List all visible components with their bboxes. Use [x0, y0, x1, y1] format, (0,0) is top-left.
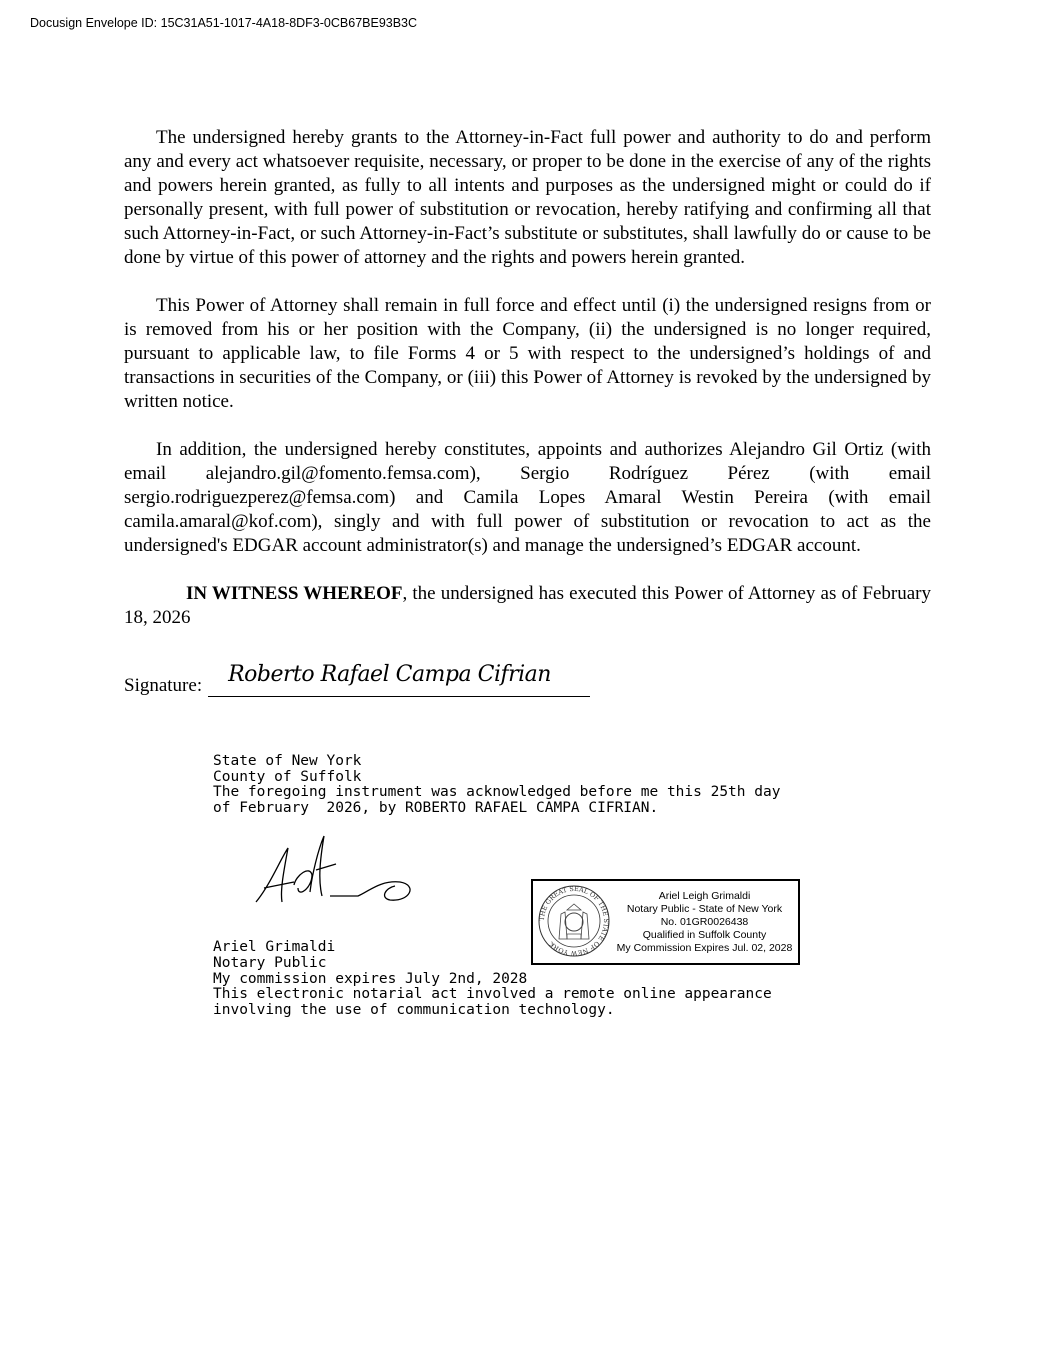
signature-block	[124, 662, 590, 697]
notary-line: State of New York	[213, 753, 362, 769]
stamp-line: Qualified in Suffolk County	[642, 929, 767, 941]
notary-line: involving the use of communication technology.	[213, 1001, 615, 1018]
envelope-id: Docusign Envelope ID: 15C31A51-1017-4A18-8DF3-0CB67BE93B3C	[30, 16, 418, 30]
notary-line: Notary Public	[213, 954, 327, 971]
stamp-line: My Commission Expires Jul. 02, 2028	[616, 942, 793, 954]
new-york-seal-icon	[537, 884, 611, 958]
witness-text: , the undersigned has executed this Power of Attorney as of February 18, 2026	[124, 583, 931, 628]
paragraph-witness	[124, 582, 931, 630]
document-body	[124, 126, 931, 646]
svg-text:THE GREAT SEAL OF THE STATE OF: THE GREAT SEAL OF THE STATE OF NEW YORK	[537, 884, 611, 958]
signature-label: Signature:	[124, 675, 203, 696]
notary-line: The foregoing instrument was acknowledged before me this 25th day	[213, 784, 781, 801]
notary-line: of February 2026, by ROBERTO RAFAEL CAMPA CIFRIAN.	[213, 799, 659, 816]
notary-line: Ariel Grimaldi	[213, 939, 336, 956]
notary-signature	[250, 830, 430, 915]
paragraph-edgar: In addition, the undersigned hereby constitutes, appoints and authorizes Alejandro Gil Ortiz (with email alejandro.gil@fomento.femsa.com), Sergio Rodríguez Pérez (with email sergio.rodriguezperez@femsa.com) and Camila Lopes Amaral Westin Pereira (with email camila.amaral@kof.com), singly and with full power of substitution or revocation to act as the undersigned's EDGAR account administrator(s) and manage the undersigned’s EDGAR account.	[124, 439, 931, 556]
notary-stamp	[531, 879, 800, 965]
signature-name: Roberto Rafael Campa Cifrian	[228, 662, 551, 687]
stamp-line: No. 01GR0026438	[660, 916, 749, 928]
stamp-text	[613, 890, 796, 955]
notary-line: This electronic notarial act involved a remote online appearance	[213, 986, 772, 1003]
signature-field	[208, 662, 590, 697]
paragraph-powers: The undersigned hereby grants to the Attorney-in-Fact full power and authority to do and perform any and every act whatsoever requisite, necessary, or proper to be done in the exercise of any of the rights and powers herein granted, as fully to all intents and purposes as the undersigned might or could do if personally present, with full power of substitution or revocation, hereby ratifying and confirming all that such Attorney-in-Fact, or such Attorney-in-Fact’s substitute or substitutes, shall lawfully do or cause to be done by virtue of this power of attorney and the rights and powers herein granted.	[124, 127, 931, 268]
paragraph-duration: This Power of Attorney shall remain in full force and effect until (i) the undersigned resigns from or is removed from his or her position with the Company, (ii) the undersigned is no longer required, pursuant to applicable law, to file Forms 4 or 5 with respect to the undersigned’s holdings of and transactions in securities of the Company, or (iii) this Power of Attorney is revoked by the undersigned by written notice.	[124, 295, 931, 412]
stamp-line: Ariel Leigh Grimaldi	[658, 890, 751, 902]
stamp-line: Notary Public - State of New York	[626, 903, 783, 915]
notary-line: My commission expires July 2nd, 2028	[213, 970, 528, 987]
witness-heading: IN WITNESS WHEREOF	[186, 583, 403, 604]
notary-line: County of Suffolk	[213, 768, 362, 785]
